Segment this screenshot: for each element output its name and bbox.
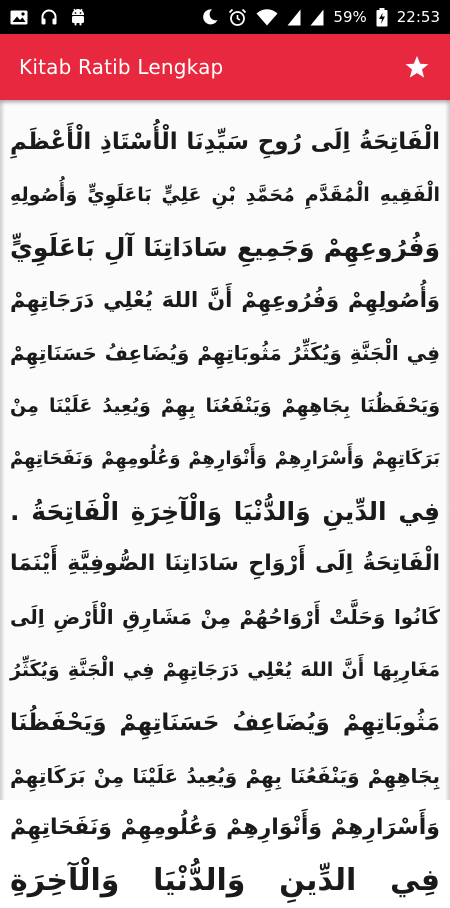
text-line: بِجَاهِهِمْ وَيَنْفَعُنَا بِهِمْ وَيُعِيدُ عَلَيْنَا مِنْ بَرَكَاتِهِمْ	[10, 763, 440, 788]
status-bar-right	[201, 8, 440, 27]
text-line: مَغَارِبِهَا أَنَّ اللهَ يُعْلِي دَرَجَاتِهِمْ فِي الْجَنَّةِ وَيُكَثِّرُ	[10, 658, 440, 681]
page-edge-left	[0, 100, 5, 800]
battery-percent: 59%	[333, 8, 367, 26]
text-line: وَفُرُوعِهِمْ وَجَمِيعِ سَادَاتِنَا آلِ بَاعَلَوِيٍّ	[10, 232, 440, 262]
battery-charging-icon	[376, 8, 388, 27]
status-bar-left	[10, 8, 86, 26]
favorite-button[interactable]	[402, 52, 432, 82]
moon-icon	[201, 8, 219, 26]
kitab-page-image	[0, 100, 450, 899]
star-icon	[404, 55, 430, 80]
signal-icon-2	[310, 9, 324, 26]
signal-icon	[287, 9, 301, 26]
text-line: وَأَسْرَارِهِمْ وَأَنْوَارِهِمْ وَعُلُومِهِمْ وَنَفَحَاتِهِمْ	[10, 815, 440, 841]
text-line: الْفَقِيهِ الْمُقَدَّمِ مُحَمَّدِ بْنِ عَلِيٍّ بَاعَلَوِيٍّ وَأُصُولِهِ	[10, 183, 440, 206]
headphones-icon	[40, 8, 58, 26]
status-bar	[0, 0, 450, 34]
text-line: الْفَاتِحَةُ اِلَى أَرْوَاحِ سَادَاتِنَا الصُّوفِيَّةِ أَيْنَمَا	[10, 551, 440, 577]
text-line: فِي الدِّينِ وَالدُّنْيَا وَالْآخِرَةِ	[10, 863, 440, 899]
text-line: مَثُوبَاتِهِمْ وَيُضَاعِفُ حَسَنَاتِهِمْ وَيَحْفَظُنَا	[10, 709, 440, 736]
text-line: بَرَكَاتِهِمْ وَأَسْرَارِهِمْ وَأَنْوَارِهِمْ وَعُلُومِهِمْ وَنَفَحَاتِهِمْ	[10, 447, 440, 469]
text-line: الْفَاتِحَةُ اِلَى رُوحِ سَيِّدِنَا الْأُسْتَاذِ الْأَعْظَمِ	[10, 129, 440, 155]
android-icon	[70, 8, 86, 26]
page-edge-right	[445, 100, 450, 800]
text-line: فِي الْجَنَّةِ وَيُكَثِّرُ مَثُوبَاتِهِمْ وَيُضَاعِفُ حَسَنَاتِهِمْ	[10, 341, 440, 366]
clock: 22:53	[396, 8, 440, 26]
text-line: وَأُصُولِهِمْ وَفُرُوعِهِمْ أَنَّ اللهَ يُعْلِي دَرَجَاتِهِمْ	[10, 288, 440, 313]
text-line: وَيَحْفَظُنَا بِجَاهِهِمْ وَيَنْفَعُنَا بِهِمْ وَيُعِيدُ عَلَيْنَا مِنْ	[10, 394, 440, 417]
app-title: Kitab Ratib Lengkap	[19, 55, 224, 79]
gallery-icon	[10, 10, 28, 25]
text-line: كَانُوا وَحَلَّتْ أَرْوَاحُهُمْ مِنْ مَشَارِقِ الْأَرْضِ اِلَى	[10, 605, 440, 630]
alarm-icon	[228, 8, 247, 27]
text-line: فِي الدِّينِ وَالدُّنْيَا وَالْآخِرَةِ الْفَاتِحَةُ .	[10, 496, 440, 526]
app-bar	[0, 34, 450, 100]
arabic-text	[10, 116, 440, 908]
wifi-icon	[256, 9, 278, 26]
